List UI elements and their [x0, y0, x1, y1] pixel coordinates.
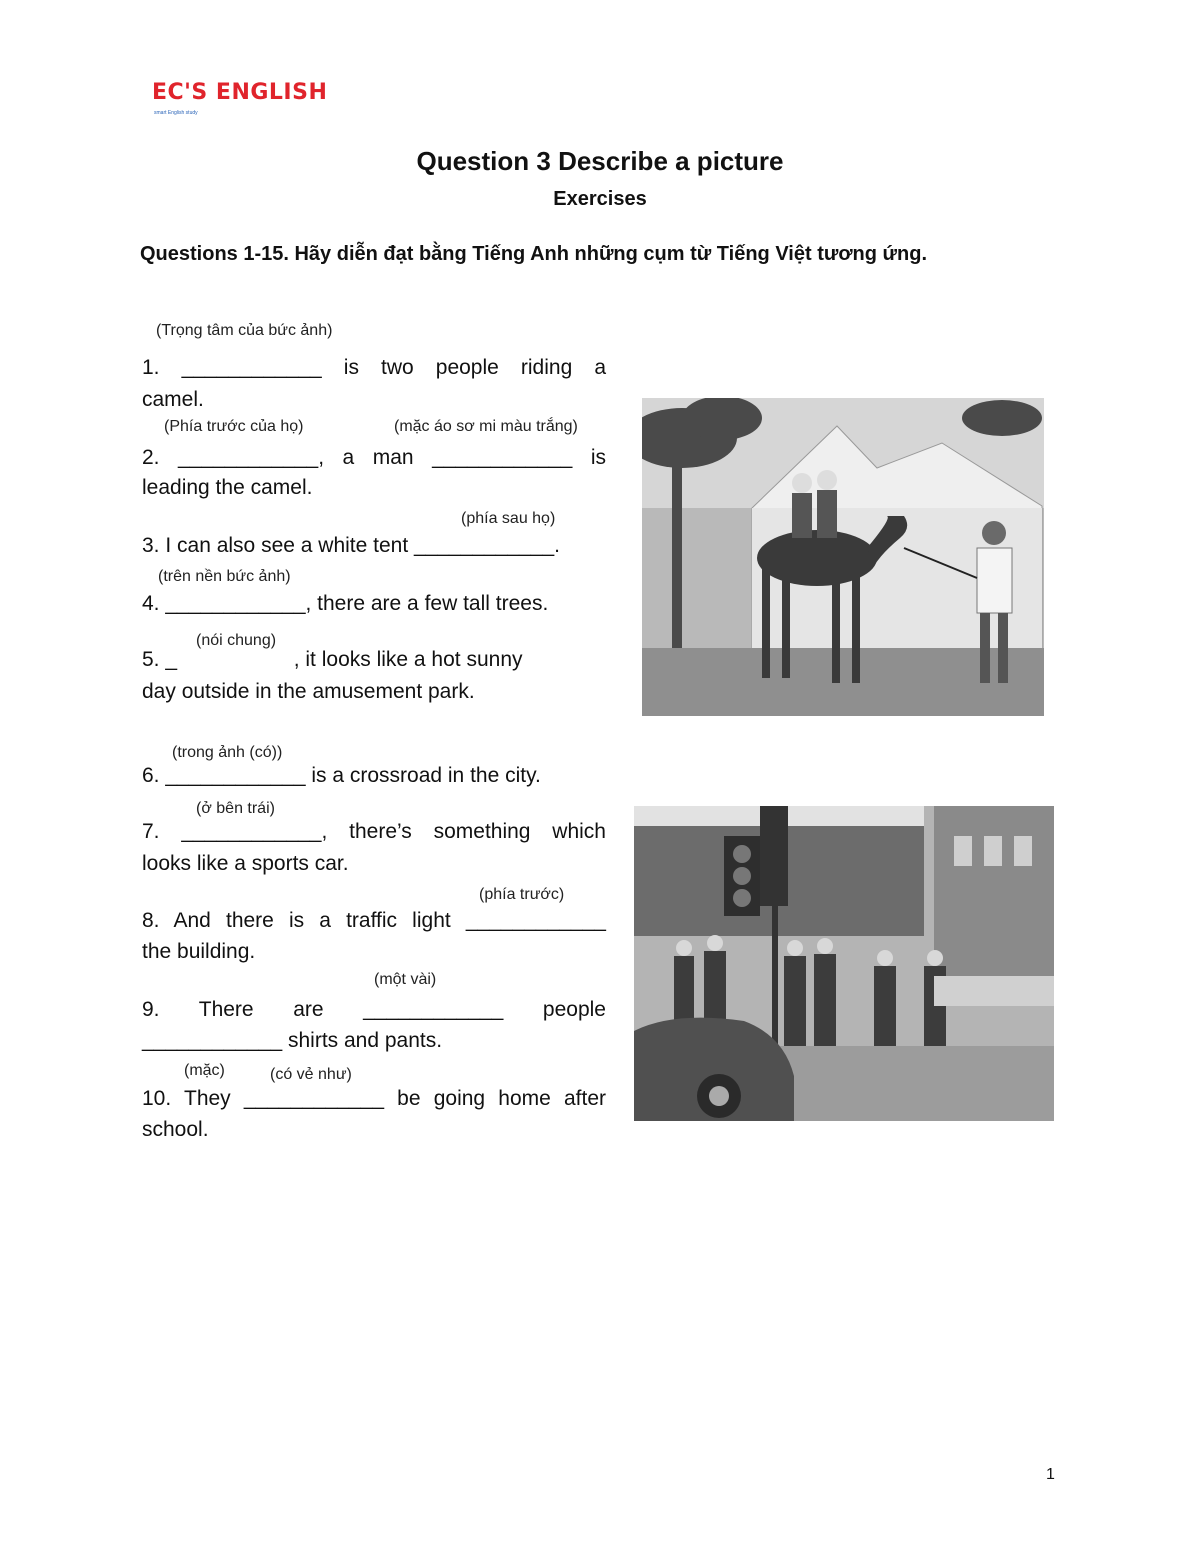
question-10-line-2: school. [142, 1118, 209, 1141]
logo-tagline: smart English study [154, 110, 198, 116]
camel-ride-photo [642, 398, 1044, 716]
hint-4: (trên nền bức ảnh) [158, 568, 291, 585]
question-5-text: 5. _ , it looks like a hot sunny [142, 648, 523, 671]
page-title: Question 3 Describe a picture [416, 146, 784, 176]
question-8-line-1: 8. And there is a traffic light ____________ [142, 909, 606, 932]
crossroad-photo [634, 806, 1054, 1121]
question-8-line-2: the building. [142, 940, 256, 963]
question-4: 4. ____________, there are a few tall trees. [142, 592, 549, 615]
logo-text: EC'S ENGLISH [152, 80, 328, 105]
question-10-line-1: 10. They ____________ be going home after [142, 1087, 606, 1110]
question-7-line-2: looks like a sports car. [142, 852, 349, 875]
question-2-line-2: leading the camel. [142, 476, 313, 499]
hint-10b: (có vẻ như) [270, 1066, 352, 1083]
instruction: Questions 1-15. Hãy diễn đạt bằng Tiếng Anh những cụm từ Tiếng Việt tương ứng. [140, 243, 928, 265]
hint-9: (một vài) [374, 971, 437, 988]
logo [152, 80, 327, 105]
hint-1: (Trọng tâm của bức ảnh) [156, 322, 333, 339]
question-5-line-1 [142, 644, 606, 675]
question-5-line-2: day outside in the amusement park. [142, 680, 475, 703]
hint-2a: (Phía trước của họ) [164, 418, 304, 435]
hint-3: (phía sau họ) [461, 510, 556, 527]
hint-5: (nói chung) [196, 632, 277, 649]
question-7-line-1: 7. ____________, there’s something which [142, 820, 606, 843]
hint-6: (trong ảnh (có)) [172, 744, 283, 761]
page-subtitle: Exercises [553, 188, 647, 210]
question-1-line-1: 1. ____________ is two people riding a [142, 356, 606, 379]
hint-2b: (mặc áo sơ mi màu trắng) [394, 418, 578, 435]
question-2-line-1: 2. ____________, a man ____________ is [142, 446, 606, 469]
hint-8: (phía trước) [479, 886, 565, 903]
hint-7: (ở bên trái) [196, 800, 275, 817]
question-3: 3. I can also see a white tent ____________. [142, 534, 560, 557]
hint-10a: (mặc) [184, 1062, 225, 1079]
question-1-line-2: camel. [142, 388, 204, 411]
question-6: 6. ____________ is a crossroad in the city. [142, 764, 541, 787]
question-9-line-1: 9. There are ____________ people [142, 998, 606, 1021]
question-9-line-2: ____________ shirts and pants. [142, 1029, 443, 1052]
page-number: 1 [1046, 1466, 1055, 1483]
